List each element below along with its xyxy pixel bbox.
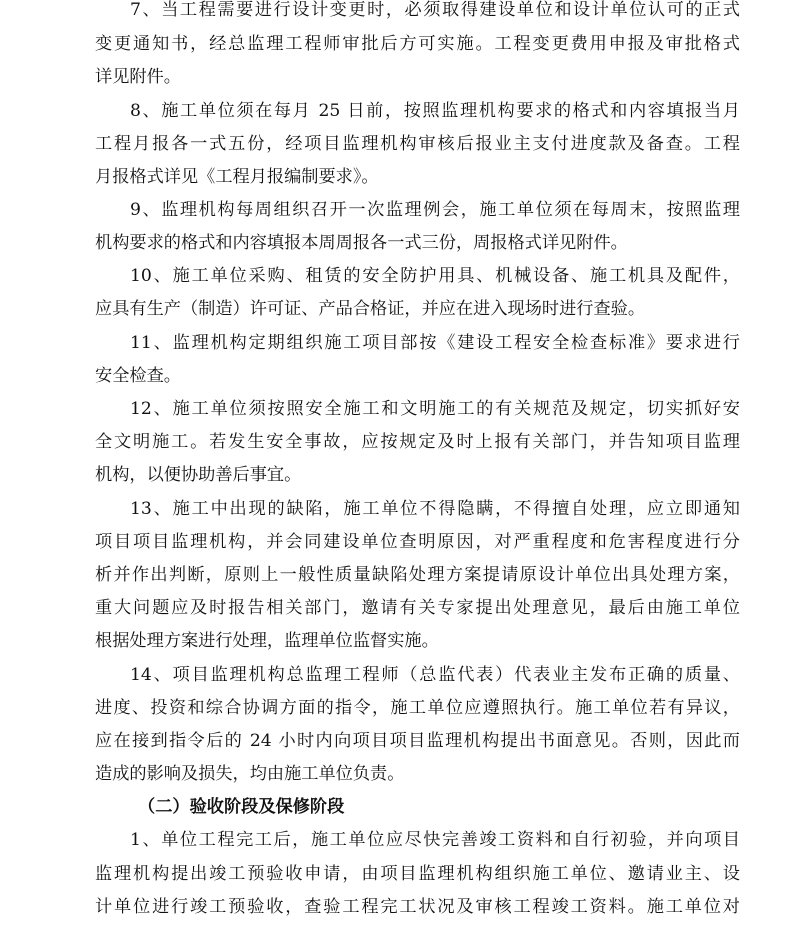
paragraph-14-line-3: 应在接到指令后的 24 小时内向项目项目监理机构提出书面意见。否则，因此而 [95,731,740,751]
paragraph-7-line-3: 详见附件。 [95,67,181,87]
paragraph-14-line-4: 造成的影响及损失，均由施工单位负责。 [95,764,405,784]
paragraph-14-line-2: 进度、投资和综合协调方面的指令，施工单位应遵照执行。施工单位若有异议， [95,698,740,718]
paragraph-9-line-2: 机构要求的格式和内容填报本周周报各一式三份，周报格式详见附件。 [95,233,628,253]
paragraph-13-line-4: 重大问题应及时报告相关部门，邀请有关专家提出处理意见，最后由施工单位 [95,598,740,618]
section-2-paragraph-1-line-2: 监理机构提出竣工预验收申请，由项目监理机构组织施工单位、邀请业主、设 [95,864,740,884]
paragraph-13-line-1: 13、施工中出现的缺陷，施工单位不得隐瞒，不得擅自处理，应立即通知 [130,499,740,519]
paragraph-13-line-5: 根据处理方案进行处理，监理单位监督实施。 [95,631,439,651]
paragraph-11-line-1: 11、监理机构定期组织施工项目部按《建设工程安全检查标准》要求进行 [130,333,740,353]
paragraph-12-line-1: 12、施工单位须按照安全施工和文明施工的有关规范及规定，切实抓好安 [130,399,740,419]
section-2-paragraph-1-line-1: 1、单位工程完工后，施工单位应尽快完善竣工资料和自行初验，并向项目 [130,830,740,850]
paragraph-10-line-1: 10、施工单位采购、租赁的安全防护用具、机械设备、施工机具及配件， [130,266,740,286]
section-2-paragraph-1-line-3: 计单位进行竣工预验收，查验工程完工状况及审核工程竣工资料。施工单位对 [95,897,740,917]
section-heading: （二）验收阶段及保修阶段 [138,797,345,817]
paragraph-14-line-1: 14、项目监理机构总监理工程师（总监代表）代表业主发布正确的质量、 [130,665,740,685]
paragraph-10-line-2: 应具有生产（制造）许可证、产品合格证，并应在进入现场时进行查验。 [95,299,646,319]
paragraph-13-line-2: 项目项目监理机构，并会同建设单位查明原因，对严重程度和危害程度进行分 [95,532,740,552]
paragraph-8-line-1: 8、施工单位须在每月 25 日前，按照监理机构要求的格式和内容填报当月 [130,101,740,121]
paragraph-7-line-1: 7、当工程需要进行设计变更时，必须取得建设单位和设计单位认可的正式 [130,0,740,20]
paragraph-12-line-3: 机构，以便协助善后事宜。 [95,465,302,485]
paragraph-8-line-2: 工程月报各一式五份，经项目监理机构审核后报业主支付进度款及备查。工程 [95,134,740,154]
paragraph-7-line-2: 变更通知书，经总监理工程师审批后方可实施。工程变更费用申报及审批格式 [95,34,740,54]
paragraph-11-line-2: 安全检查。 [95,366,181,386]
paragraph-9-line-1: 9、监理机构每周组织召开一次监理例会，施工单位须在每周末，按照监理 [130,200,740,220]
paragraph-13-line-3: 析并作出判断，原则上一般性质量缺陷处理方案提请原设计单位出具处理方案， [95,565,740,585]
paragraph-12-line-2: 全文明施工。若发生安全事故，应按规定及时上报有关部门，并告知项目监理 [95,432,740,452]
paragraph-8-line-3: 月报格式详见《工程月报编制要求》。 [95,167,379,187]
